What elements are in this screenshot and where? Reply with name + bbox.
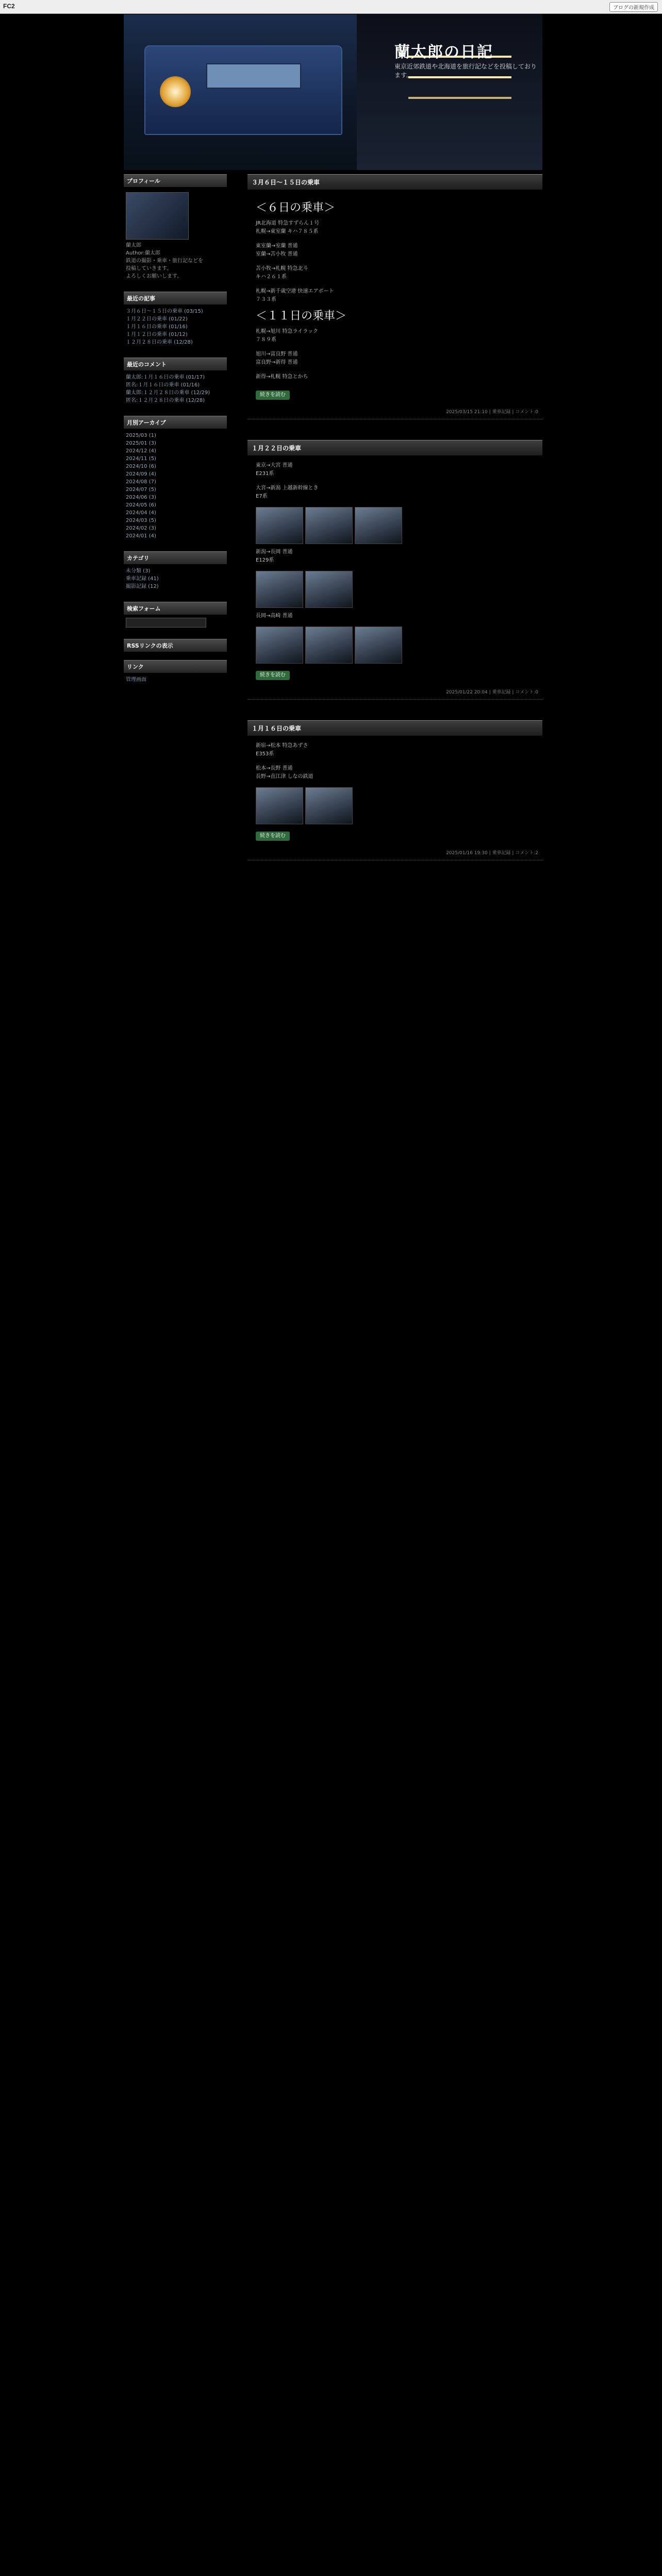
profile-line: よろしくお願いします。	[126, 274, 183, 279]
link-box	[124, 660, 227, 687]
entry-title[interactable]: １月２２日の乗車	[247, 440, 542, 455]
archive-link[interactable]: 2024/04 (4)	[126, 510, 156, 516]
entry	[247, 720, 542, 860]
blog-subtitle: 東京近郊鉄道や北海道を旅行記などを投稿しております。	[394, 63, 537, 79]
profile-line: 投稿していきます。	[126, 266, 172, 272]
archive-heading: 月別アーカイブ	[124, 416, 227, 429]
entry-title[interactable]: １月１６日の乗車	[247, 720, 542, 736]
archive-link[interactable]: 2024/08 (7)	[126, 479, 156, 485]
profile-line: 鉄道の撮影・乗車・旅行記などを	[126, 258, 203, 264]
entry-paragraph: 長岡→高崎 普通	[256, 613, 293, 619]
entry-paragraph: 新潟→長岡 普通 E129系	[256, 549, 293, 563]
archive-link[interactable]: 2024/05 (6)	[126, 502, 156, 508]
search-input[interactable]	[126, 618, 206, 628]
station-backdrop	[357, 14, 542, 170]
main-column	[247, 174, 542, 881]
profile-box	[124, 174, 227, 283]
fc2-logo[interactable]: FC2	[3, 3, 15, 10]
read-more-button[interactable]: 続きを読む	[256, 832, 290, 841]
category-link[interactable]: 乗車記録 (41)	[126, 576, 159, 582]
entry-paragraph: 旭川→富良野 普通 富良野→新得 普通	[256, 351, 298, 365]
archive-link[interactable]: 2024/03 (5)	[126, 518, 156, 523]
archive-link[interactable]: 2024/09 (4)	[126, 471, 156, 477]
comment-link[interactable]: 蘭太郎:１２月２８日の乗車 (12/29)	[126, 390, 210, 396]
archive-link[interactable]: 2024/01 (4)	[126, 533, 156, 539]
recent-comments-heading: 最近のコメント	[124, 358, 227, 370]
recent-post-link[interactable]: １月１２日の乗車 (01/12)	[126, 332, 188, 337]
category-box	[124, 551, 227, 594]
recent-comments-box	[124, 358, 227, 408]
archive-link[interactable]: 2024/10 (6)	[126, 464, 156, 469]
link-heading: リンク	[124, 660, 227, 673]
archive-link[interactable]: 2024/12 (4)	[126, 448, 156, 454]
train-photo[interactable]	[305, 787, 353, 824]
entry-footer: 2025/03/15 21:10 | 乗車記録 | コメント:0	[247, 406, 542, 419]
photo-row	[256, 571, 534, 608]
blog-header	[124, 14, 542, 170]
create-blog-button[interactable]: ブログの新規作成	[609, 2, 658, 12]
train-photo[interactable]	[256, 507, 303, 544]
profile-line: Author:蘭太郎	[126, 250, 160, 256]
entry-paragraph: JR北海道 特急すずらん１号 札幌→東室蘭 キハ７８５系	[256, 221, 320, 234]
photo-row	[256, 626, 534, 664]
category-link[interactable]: 撮影記録 (12)	[126, 584, 159, 589]
comment-link[interactable]: 匿名:１月１６日の乗車 (01/16)	[126, 382, 200, 388]
entry	[247, 440, 542, 700]
archive-link[interactable]: 2024/07 (5)	[126, 487, 156, 493]
train-photo[interactable]	[256, 571, 303, 608]
entry-footer: 2025/01/22 20:04 | 乗車記録 | コメント:0	[247, 686, 542, 700]
comment-link[interactable]: 蘭太郎:１月１６日の乗車 (01/17)	[126, 375, 205, 380]
entry-paragraph: 札幌→新千歳空港 快速エアポート ７３３系	[256, 289, 334, 302]
photo-row	[256, 787, 534, 824]
category-link[interactable]: 未分類 (3)	[126, 568, 151, 574]
archive-link[interactable]: 2025/03 (1)	[126, 433, 156, 438]
entry-paragraph: 大宮→新潟 上越新幹線とき E7系	[256, 485, 319, 499]
train-photo[interactable]	[305, 507, 353, 544]
locomotive-window	[206, 63, 301, 89]
profile-name: 蘭太郎	[126, 243, 141, 248]
archive-box	[124, 416, 227, 543]
comment-link[interactable]: 匿名:１２月２８日の乗車 (12/28)	[126, 398, 205, 403]
profile-heading: プロフィール	[124, 174, 227, 187]
entry-paragraph: 松本→長野 普通 長野→直江津 しなの鉄道	[256, 766, 313, 779]
recent-posts-box	[124, 292, 227, 349]
train-photo[interactable]	[256, 787, 303, 824]
admin-link[interactable]: 管理画面	[126, 677, 146, 683]
entry-subheading: ＜６日の乗車＞	[256, 201, 336, 214]
read-more-button[interactable]: 続きを読む	[256, 671, 290, 680]
train-photo[interactable]	[305, 626, 353, 664]
train-photo[interactable]	[305, 571, 353, 608]
rss-box	[124, 639, 227, 652]
recent-post-link[interactable]: １月２２日の乗車 (01/22)	[126, 316, 188, 322]
search-heading: 検索フォーム	[124, 602, 227, 615]
train-photo[interactable]	[355, 507, 402, 544]
rss-heading: RSSリンクの表示	[124, 639, 227, 652]
train-photo[interactable]	[355, 626, 402, 664]
recent-post-link[interactable]: １月１６日の乗車 (01/16)	[126, 324, 188, 330]
entry-title[interactable]: ３月６日～１５日の乗車	[247, 174, 542, 190]
blog-title[interactable]: 蘭太郎の日記	[394, 43, 493, 61]
entry	[247, 174, 542, 419]
topbar	[0, 0, 662, 14]
read-more-button[interactable]: 続きを読む	[256, 391, 290, 400]
recent-posts-heading: 最近の記事	[124, 292, 227, 304]
entry-paragraph: 東京→大宮 普通 E231系	[256, 463, 293, 477]
archive-link[interactable]: 2024/06 (3)	[126, 495, 156, 500]
sidebar	[124, 174, 227, 695]
entry-subheading: ＜１１日の乗車＞	[256, 310, 347, 323]
recent-post-link[interactable]: １２月２８日の乗車 (12/28)	[126, 340, 193, 345]
entry-paragraph: 新宿→松本 特急あずさ E353系	[256, 743, 308, 757]
archive-link[interactable]: 2024/11 (5)	[126, 456, 156, 462]
photo-row	[256, 507, 534, 544]
train-photo[interactable]	[256, 626, 303, 664]
recent-post-link[interactable]: ３月６日～１５日の乗車 (03/15)	[126, 309, 203, 314]
avatar	[126, 192, 189, 240]
page-wrapper	[124, 14, 542, 856]
archive-link[interactable]: 2025/01 (3)	[126, 440, 156, 446]
entry-paragraph: 苫小牧→札幌 特急北斗 キハ２６１系	[256, 266, 308, 280]
headlamp-emblem	[160, 76, 191, 107]
category-heading: カテゴリ	[124, 551, 227, 564]
archive-link[interactable]: 2024/02 (3)	[126, 526, 156, 531]
entry-paragraph: 東室蘭→室蘭 普通 室蘭→苫小牧 普通	[256, 243, 298, 257]
entry-paragraph: 新得→札幌 特急とかち	[256, 374, 308, 380]
entry-paragraph: 札幌→旭川 特急ライラック ７８９系	[256, 329, 319, 343]
entry-footer: 2025/01/16 19:30 | 乗車記録 | コメント:2	[247, 847, 542, 860]
search-box	[124, 602, 227, 631]
